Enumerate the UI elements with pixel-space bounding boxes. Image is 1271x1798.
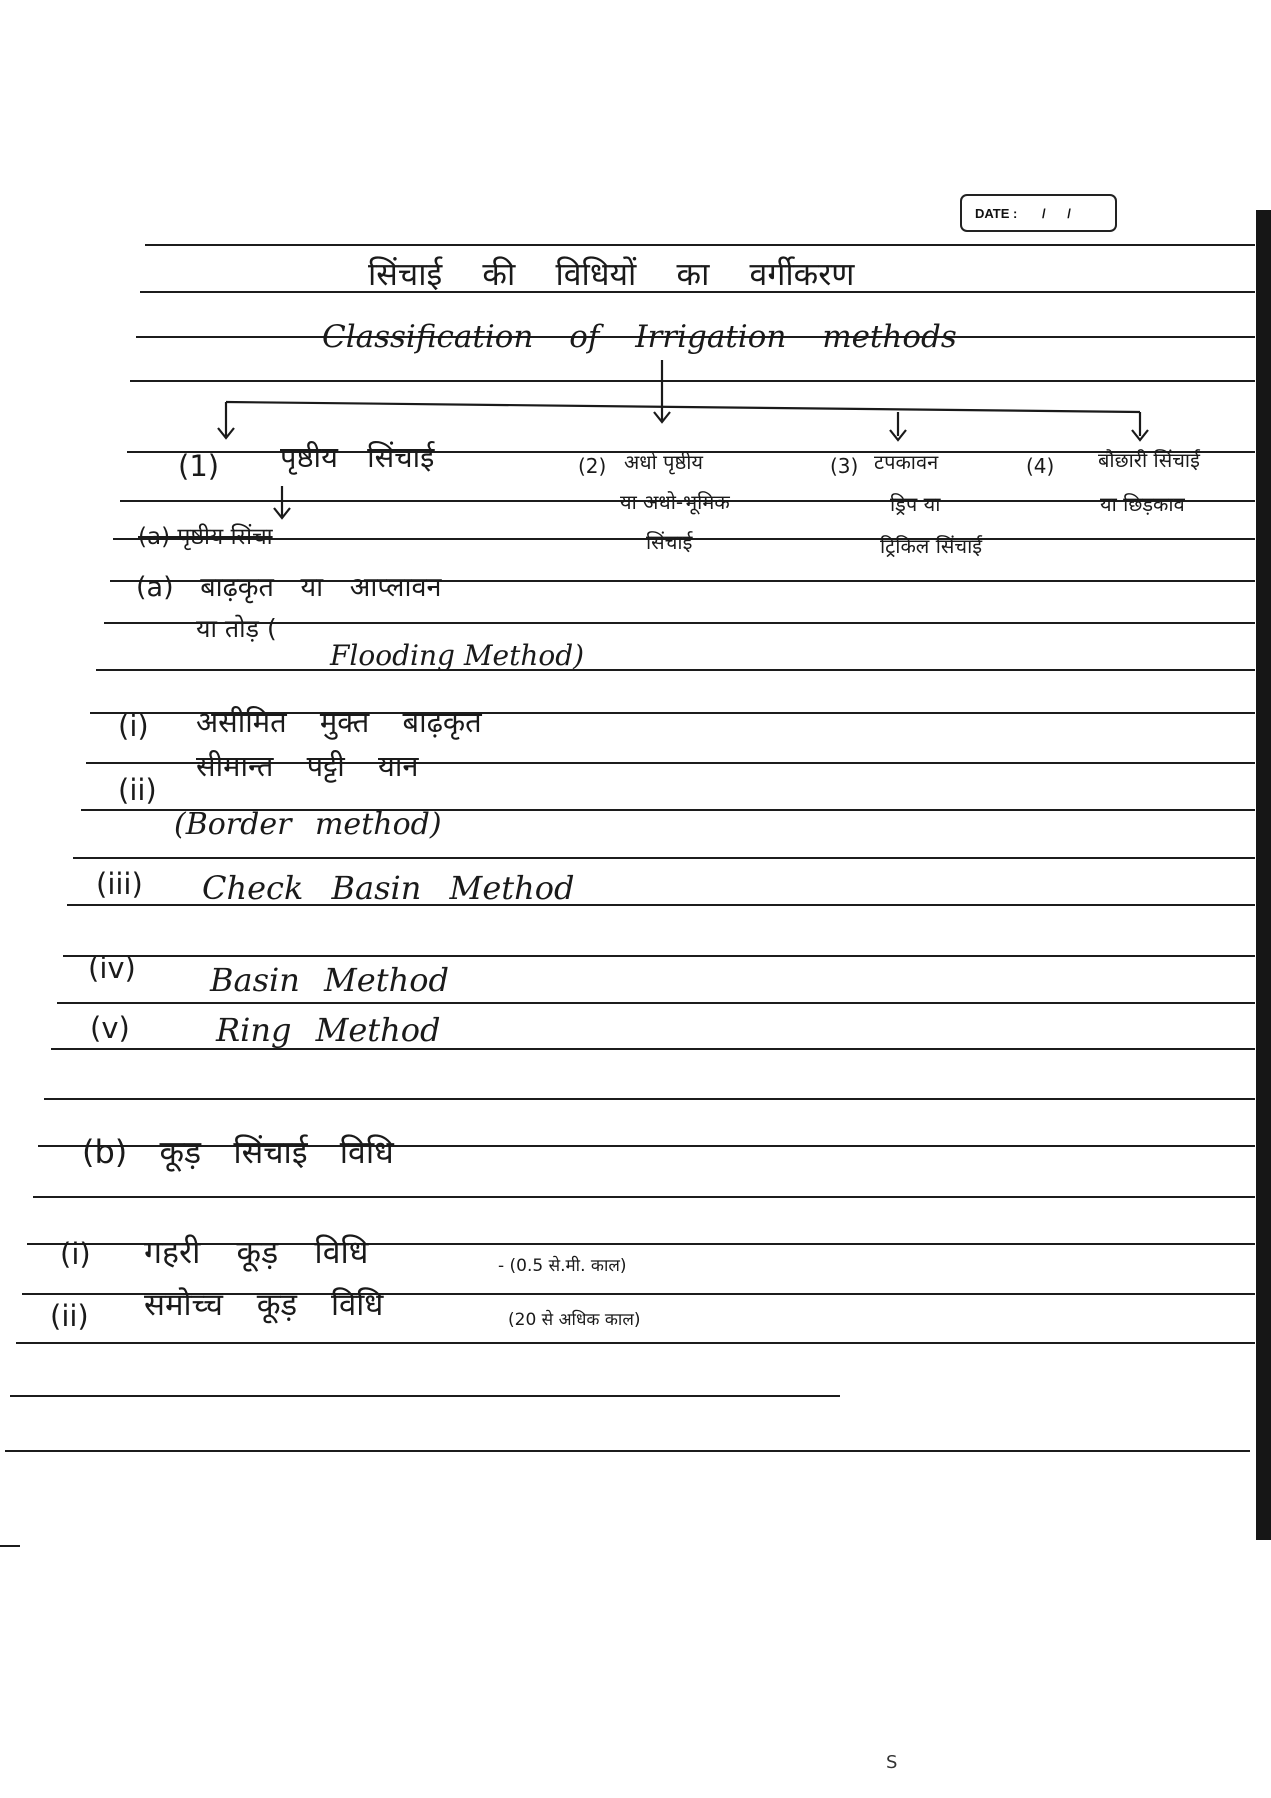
branch-4-label-line2: या छिड़काव	[1100, 492, 1185, 516]
item-b2-note: (20 से अधिक काल)	[508, 1310, 641, 1330]
item-a2-subtext: (Border method)	[174, 807, 442, 842]
item-a1-text: असीमित मुक्त बाढ़कृत	[196, 705, 482, 739]
item-b2-number: (ii)	[50, 1299, 89, 1333]
item-a5-text: Ring Method	[216, 1011, 441, 1049]
item-a2-text: सीमान्त पट्टी यान	[196, 749, 419, 783]
branch-1-label: पृष्ठीय सिंचाई	[280, 440, 435, 474]
item-a2-number: (ii)	[118, 773, 157, 807]
branch-1-number: (1)	[178, 449, 220, 483]
item-a1-number: (i)	[118, 709, 149, 743]
branch-2-label-line3: सिंचाई	[646, 530, 693, 554]
title-english: Classification of Irrigation methods	[322, 319, 957, 355]
branch-3-label: टपकावन	[874, 450, 939, 474]
item-a3-number: (iii)	[96, 867, 143, 901]
section-a-heading-line2: या तोड़ (	[196, 614, 277, 643]
branch-3-label-line2: ड्रिप या	[890, 492, 941, 516]
title-hindi: सिंचाई की विधियों का वर्गीकरण	[368, 255, 855, 293]
item-b2-text: समोच्च कूड़ विधि	[144, 1287, 384, 1323]
branch-2-label-line2: या अधो-भूमिक	[620, 490, 730, 514]
section-b-heading: (b) कूड़ सिंचाई विधि	[82, 1133, 394, 1171]
item-a4-number: (iv)	[88, 951, 136, 985]
item-b1-number: (i)	[60, 1237, 91, 1271]
branch-4-label: बौछारी सिंचाई	[1098, 448, 1200, 472]
item-a5-number: (v)	[90, 1011, 130, 1045]
struck-out-text: (a) पृष्ठीय सिंचा	[138, 524, 273, 550]
page-number: S	[886, 1752, 898, 1773]
section-a-heading: (a) बाढ़कृत या आप्लावन	[136, 572, 442, 603]
branch-2-label: अधो पृष्ठीय	[624, 450, 704, 474]
section-a-heading-english: Flooding Method)	[330, 639, 585, 672]
item-a4-text: Basin Method	[210, 961, 449, 999]
item-a3-text: Check Basin Method	[202, 869, 575, 907]
branch-2-number: (2)	[578, 454, 607, 478]
branch-4-number: (4)	[1026, 454, 1055, 478]
item-b1-note: - (0.5 से.मी. काल)	[498, 1256, 627, 1276]
item-b1-text: गहरी कूड़ विधि	[144, 1233, 369, 1271]
date-label: DATE :	[975, 206, 1018, 221]
date-value: / /	[1042, 206, 1080, 221]
branch-3-number: (3)	[830, 454, 859, 478]
branch-3-label-line3: ट्रिकिल सिंचाई	[880, 534, 983, 558]
